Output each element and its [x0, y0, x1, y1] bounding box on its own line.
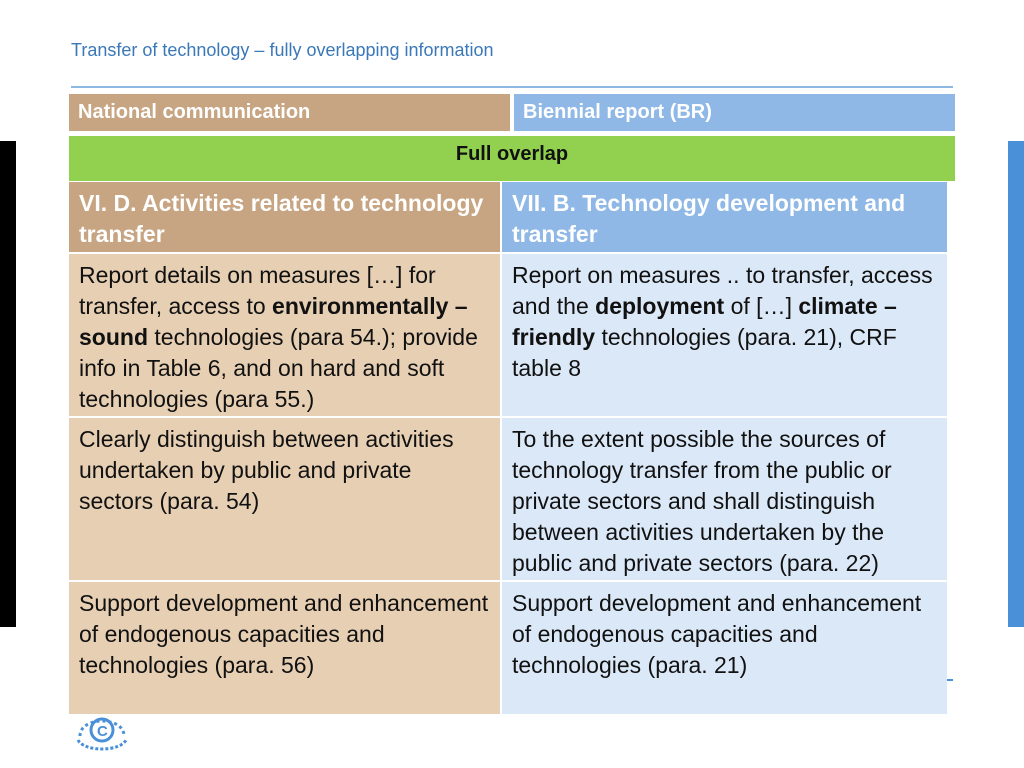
- section-left-header: VI. D. Activities related to technology transfer: [69, 182, 500, 252]
- left-accent-bar: [0, 141, 16, 627]
- table-cell-right-row3: Support development and enhancement of endogenous capacities and technologies (para. 21): [502, 582, 947, 714]
- table-cell-right-row1: Report on measures .. to transfer, access and the deployment of […] climate –friendly technologies (para. 21), CRF table 8: [502, 254, 947, 416]
- title-divider: [71, 86, 953, 88]
- decorative-tick: [947, 679, 953, 681]
- svg-text:C: C: [97, 723, 108, 740]
- national-communication-header: National communication: [69, 94, 510, 131]
- table-cell-left-row1: Report details on measures […] for transfer, access to environmentally –sound technologies (para 54.); provide info in Table 6, and on hard and soft technologies (para 55.): [69, 254, 500, 416]
- slide-title: Transfer of technology – fully overlapping information: [71, 40, 494, 60]
- section-right-header: VII. B. Technology development and transfer: [502, 182, 947, 252]
- table-cell-left-row2: Clearly distinguish between activities undertaken by public and private sectors (para. 54): [69, 418, 500, 580]
- biennial-report-header: Biennial report (BR): [514, 94, 955, 131]
- table-cell-left-row3: Support development and enhancement of endogenous capacities and technologies (para. 56): [69, 582, 500, 714]
- unfccc-logo-icon: [70, 706, 134, 756]
- table-cell-right-row2: To the extent possible the sources of technology transfer from the public or private sectors and shall distinguish between activities undertaken by the public and private sectors (para. 22): [502, 418, 947, 580]
- full-overlap-banner: Full overlap: [69, 136, 955, 181]
- right-accent-bar: [1008, 141, 1024, 627]
